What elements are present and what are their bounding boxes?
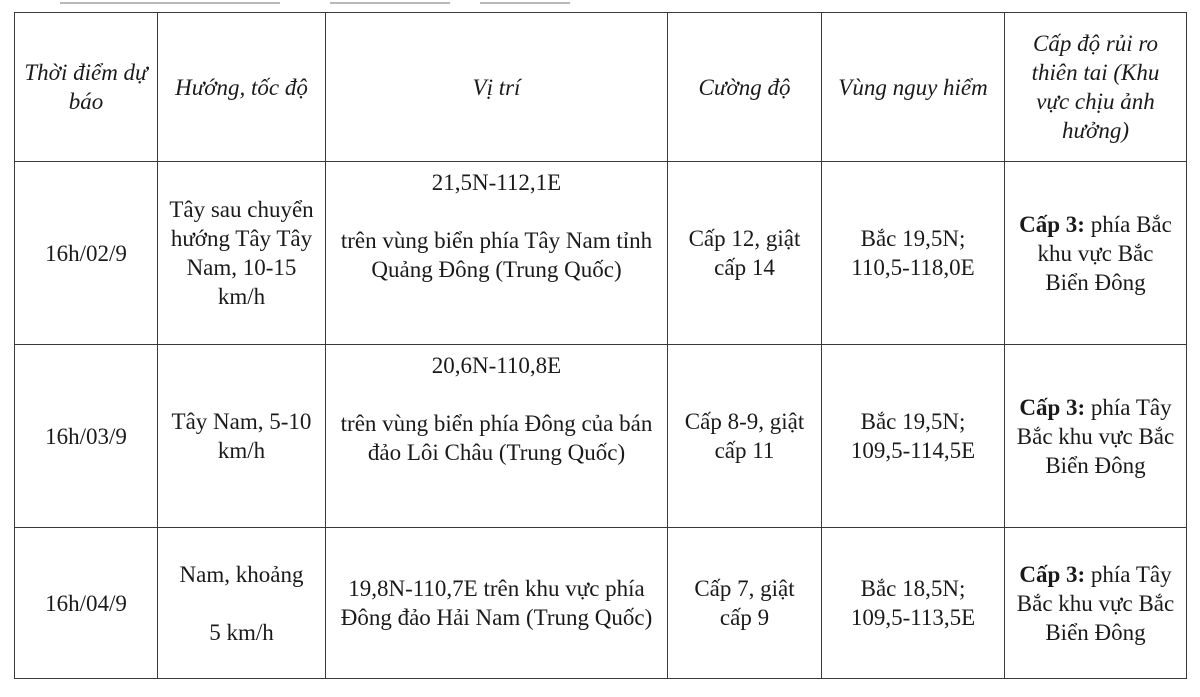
risk-level-label: Cấp 3: — [1019, 394, 1086, 420]
risk-level-label: Cấp 3: — [1019, 561, 1086, 587]
cell-direction-speed: Tây Nam, 5-10 km/h — [158, 345, 326, 528]
speed-text: 5 km/h — [209, 619, 274, 645]
cell-direction-speed: Tây sau chuyển hướng Tây Tây Nam, 10-15 km/h — [158, 162, 326, 345]
risk-level-label: Cấp 3: — [1019, 211, 1085, 237]
location-coordinates: 21,5N-112,1E — [431, 170, 562, 195]
cell-intensity: Cấp 8-9, giật cấp 11 — [668, 345, 822, 528]
cell-direction-speed — [158, 528, 326, 679]
cell-intensity: Cấp 7, giật cấp 9 — [668, 528, 822, 679]
location-description: trên vùng biển phía Đông của bán đảo Lôi Châu (Trung Quốc) — [340, 411, 653, 465]
risk-area-text: phía Tây Bắc khu vực Bắc Biển Đông — [1016, 561, 1175, 645]
header-intensity: Cường độ — [668, 13, 822, 162]
cell-forecast-time: 16h/02/9 — [15, 162, 158, 345]
cropped-text-fragment — [330, 2, 450, 4]
header-location: Vị trí — [326, 13, 668, 162]
table-row — [15, 528, 1187, 679]
top-cropped-line — [0, 0, 1200, 10]
cell-location: 19,8N-110,7E trên khu vực phía Đông đảo Hải Nam (Trung Quốc) — [326, 528, 668, 679]
cell-location — [326, 162, 668, 345]
location-coordinates: 20,6N-110,8E — [431, 353, 562, 378]
cell-risk-level — [1005, 162, 1187, 345]
header-direction-speed: Hướng, tốc độ — [158, 13, 326, 162]
location-description: trên vùng biển phía Tây Nam tỉnh Quảng Đông (Trung Quốc) — [340, 228, 653, 282]
cell-location — [326, 345, 668, 528]
cropped-text-fragment — [480, 2, 570, 4]
header-row — [15, 13, 1187, 162]
cell-danger-zone: Bắc 19,5N; 109,5-114,5E — [822, 345, 1005, 528]
table-row — [15, 162, 1187, 345]
header-forecast-time: Thời điểm dự báo — [15, 13, 158, 162]
cell-forecast-time: 16h/04/9 — [15, 528, 158, 679]
cropped-text-fragment — [60, 2, 280, 4]
cell-risk-level — [1005, 528, 1187, 679]
header-risk-level: Cấp độ rủi ro thiên tai (Khu vực chịu ảnh hưởng) — [1005, 13, 1187, 162]
table-row — [15, 345, 1187, 528]
header-danger-zone: Vùng nguy hiểm — [822, 13, 1005, 162]
cell-danger-zone: Bắc 19,5N; 110,5-118,0E — [822, 162, 1005, 345]
cell-forecast-time: 16h/03/9 — [15, 345, 158, 528]
cell-intensity: Cấp 12, giật cấp 14 — [668, 162, 822, 345]
risk-area-text: phía Tây Bắc khu vực Bắc Biển Đông — [1016, 394, 1175, 478]
cell-risk-level — [1005, 345, 1187, 528]
storm-forecast-table — [14, 12, 1187, 679]
cell-danger-zone: Bắc 18,5N; 109,5-113,5E — [822, 528, 1005, 679]
direction-text: Nam, khoảng — [179, 561, 304, 587]
risk-area-text: phía Bắc khu vực Bắc Biển Đông — [1037, 211, 1172, 295]
